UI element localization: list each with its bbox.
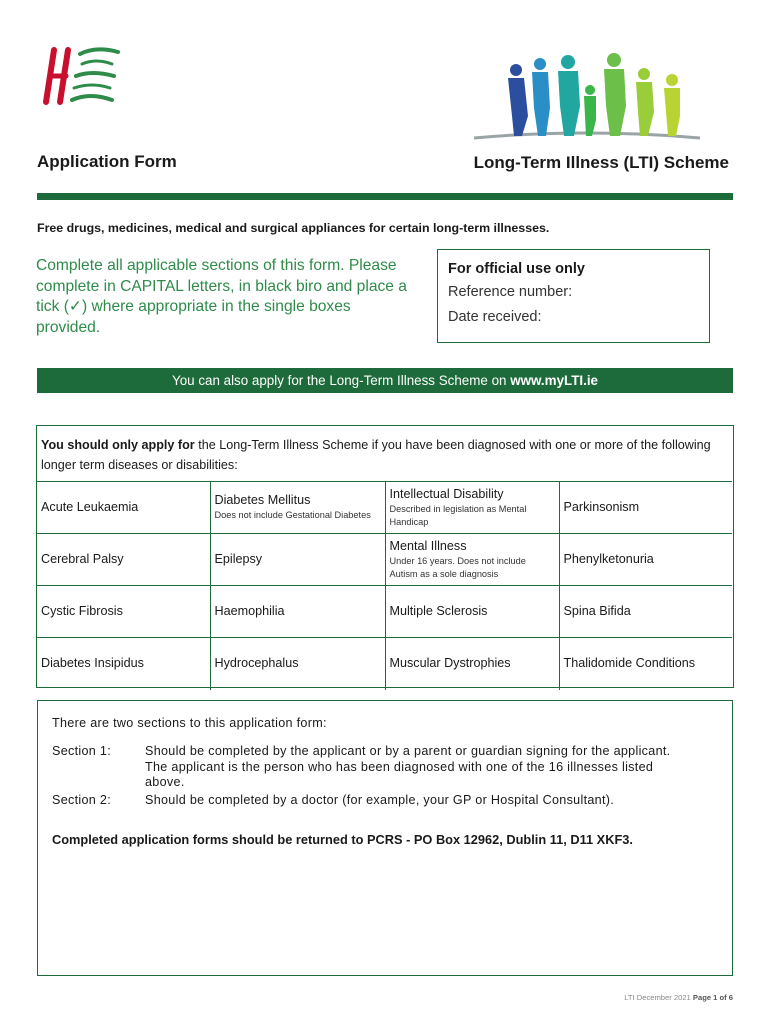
conditions-row — [37, 638, 732, 690]
condition-name: Phenylketonuria — [563, 552, 654, 566]
condition-cell — [37, 534, 210, 586]
condition-name: Diabetes Mellitus — [214, 493, 311, 507]
condition-cell — [37, 586, 210, 638]
form-subtitle: Free drugs, medicines, medical and surgical appliances for certain long-term illnesses. — [37, 221, 550, 235]
conditions-row — [37, 482, 732, 534]
sections-intro: There are two sections to this application form: — [52, 716, 327, 730]
condition-note: Described in legislation as Mental Handicap — [389, 503, 527, 527]
condition-name: Cystic Fibrosis — [41, 604, 123, 618]
condition-cell — [559, 482, 732, 534]
condition-cell — [210, 482, 385, 534]
official-use-title: For official use only — [448, 261, 585, 277]
condition-cell — [37, 482, 210, 534]
condition-name: Mental Illness — [389, 538, 467, 553]
date-received-label: Date received: — [448, 309, 542, 325]
condition-cell — [210, 534, 385, 586]
conditions-table — [37, 481, 732, 690]
reference-number-label: Reference number: — [448, 284, 573, 300]
sections-panel — [37, 700, 733, 976]
return-address: Completed application forms should be returned to PCRS - PO Box 12962, Dublin 11, D11 XKF3. — [52, 832, 633, 847]
condition-name: Cerebral Palsy — [41, 552, 124, 566]
condition-name: Diabetes Insipidus — [41, 656, 144, 671]
mylti-link[interactable]: www.myLTI.ie — [510, 373, 598, 388]
section-2-row — [52, 793, 718, 809]
hse-logo — [40, 44, 122, 108]
section-1-text: Should be completed by the applicant or by a parent or guardian signing for the applicant. The applicant is the person who has been diagnosed with one of the 16 illnesses listed above. — [145, 744, 671, 789]
condition-name: Haemophilia — [214, 604, 285, 618]
conditions-intro — [41, 435, 721, 475]
condition-name: Parkinsonism — [563, 500, 640, 514]
condition-cell — [210, 638, 385, 690]
scheme-title: Long-Term Illness (LTI) Scheme — [473, 153, 729, 172]
conditions-intro-rest: the Long-Term Illness Scheme if you have been diagnosed with one or more of the following longer term diseases or disabilities: — [41, 438, 711, 472]
conditions-row — [37, 534, 732, 586]
banner-text: You can also apply for the Long-Term Illness Scheme on — [172, 373, 511, 388]
condition-name: Muscular Dystrophies — [389, 656, 511, 671]
condition-name: Spina Bifida — [563, 604, 631, 618]
online-apply-banner — [37, 368, 733, 393]
condition-name: Intellectual Disability — [389, 486, 504, 501]
condition-note: Does not include Gestational Diabetes — [214, 510, 371, 520]
header-divider — [37, 193, 733, 200]
footer-text: LTI December 2021 — [624, 993, 693, 1002]
condition-cell — [385, 586, 559, 638]
condition-name: Hydrocephalus — [214, 656, 299, 671]
condition-cell — [559, 534, 732, 586]
condition-note: Under 16 years. Does not include Autism as a sole diagnosis — [389, 555, 526, 579]
section-2-label: Section 2: — [52, 792, 112, 807]
people-illustration — [468, 50, 704, 142]
condition-cell — [385, 638, 559, 690]
condition-cell — [210, 586, 385, 638]
instructions-text: Complete all applicable sections of this form. Please complete in CAPITAL letters, in black biro and place a tick (✓) where appropriate in the single boxes provided. — [36, 257, 407, 336]
condition-cell — [559, 586, 732, 638]
condition-name: Acute Leukaemia — [41, 500, 139, 514]
section-2-text: Should be completed by a doctor (for example, your GP or Hospital Consultant). — [145, 792, 615, 807]
conditions-panel — [36, 425, 734, 688]
section-1-row — [52, 744, 718, 791]
condition-cell — [559, 638, 732, 690]
page-footer — [624, 993, 733, 1002]
condition-name: Epilepsy — [214, 552, 263, 566]
condition-cell — [385, 534, 559, 586]
section-1-label: Section 1: — [52, 744, 112, 758]
condition-cell — [37, 638, 210, 690]
condition-name: Thalidomide Conditions — [563, 656, 696, 671]
page-number: Page 1 of 6 — [692, 993, 733, 1002]
conditions-row — [37, 586, 732, 638]
official-use-box — [437, 249, 710, 343]
condition-cell — [385, 482, 559, 534]
form-title: Application Form — [37, 152, 177, 171]
conditions-intro-bold: You should only apply for — [41, 438, 195, 452]
condition-name: Multiple Sclerosis — [389, 604, 488, 618]
